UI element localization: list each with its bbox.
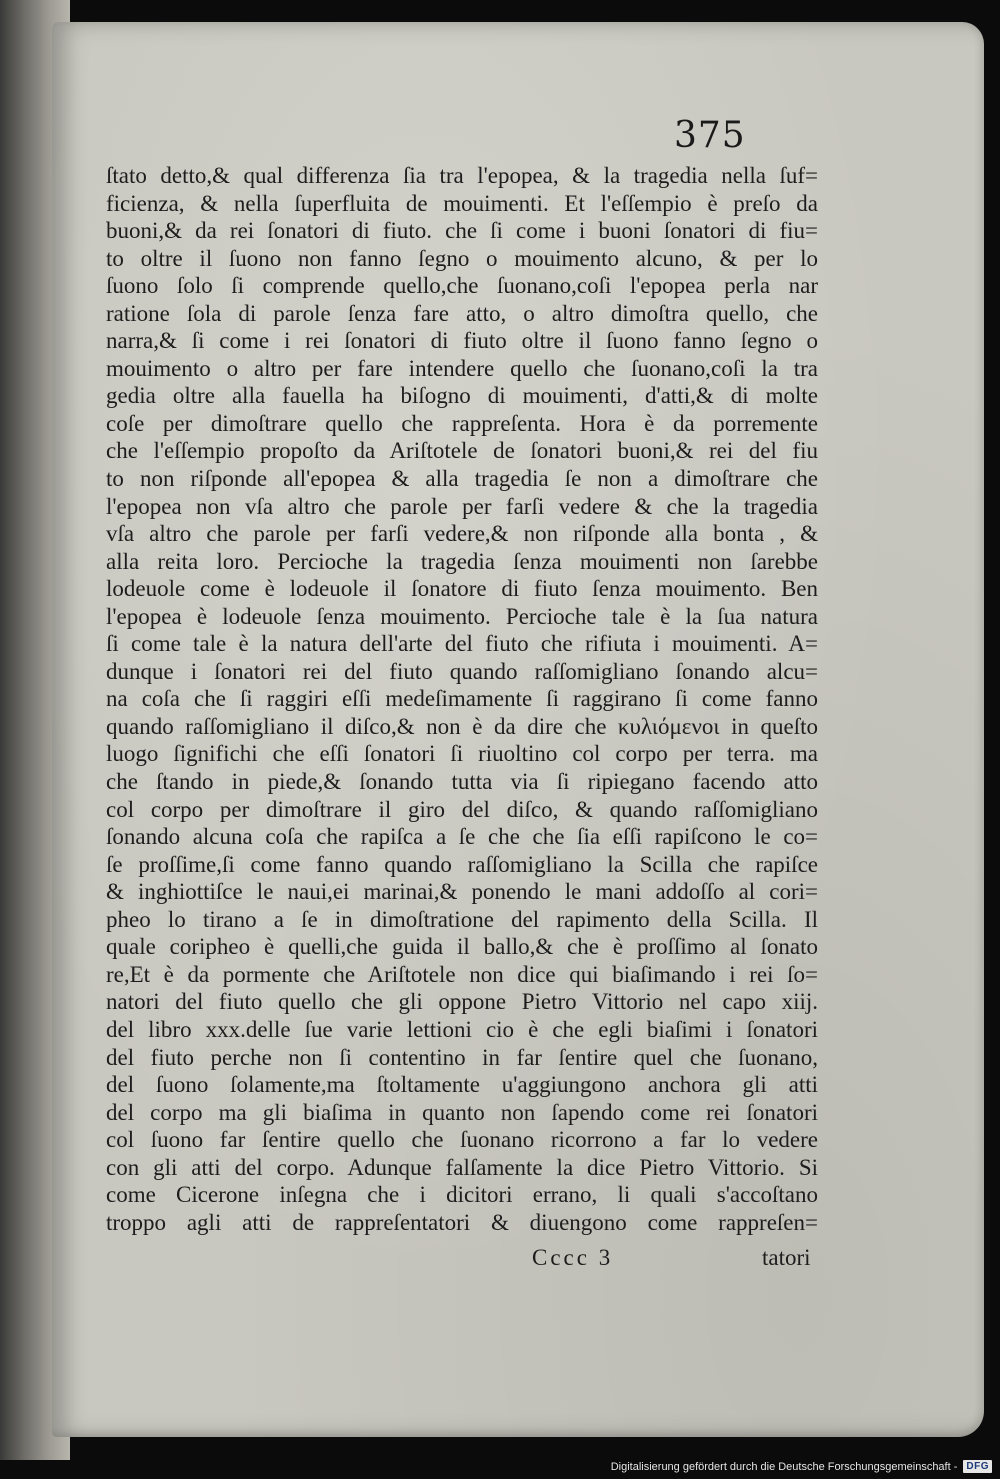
text-line: troppo agli atti de rappreſentatori & diuengono come rappreſen= xyxy=(106,1209,818,1235)
text-line: del ſuono ſolamente,ma ſtoltamente u'aggiungono anchora gli atti xyxy=(106,1072,818,1098)
text-line: col corpo per dimoſtrare il giro del diſco, & quando raſſomigliano xyxy=(106,796,818,822)
text-line: l'epopea non vſa altro che parole per farſi vedere & che la tragedia xyxy=(106,493,818,519)
text-line: vſa altro che parole per farſi vedere,& non riſponde alla bonta , & xyxy=(106,521,818,547)
text-line: ratione ſola di parole ſenza fare atto, o altro dimoſtra quello, che xyxy=(106,300,818,326)
text-line: alla reita loro. Percioche la tragedia ſenza mouimenti non ſarebbe xyxy=(106,548,818,574)
text-line: buoni,& da rei ſonatori di fiuto. che ſi come i buoni ſonatori di fiu= xyxy=(106,218,818,244)
text-line: & inghiottiſce le naui,ei marinai,& ponendo le mani addoſſo al cori= xyxy=(106,879,818,905)
text-line: na coſa che ſi raggiri eſſi medeſimamente ſi raggirano ſi come fanno xyxy=(106,686,818,712)
text-line: to oltre il ſuono non fanno ſegno o mouimento alcuno, & per lo xyxy=(106,245,818,271)
signature-mark: Cccc 3 xyxy=(532,1245,614,1270)
text-line: luogo ſignifichi che eſſi ſonatori ſi riuoltino col corpo per terra. ma xyxy=(106,741,818,767)
text-line: ſuono ſolo ſi comprende quello,che ſuonano,coſi l'epopea perla nar xyxy=(106,273,818,299)
text-line: quando raſſomigliano il diſco,& non è da dire che κυλιόμενοι in queſto xyxy=(106,713,818,739)
text-line: gedia oltre alla fauella ha biſogno di mouimenti, d'atti,& di molte xyxy=(106,383,818,409)
text-line: l'epopea è lodeuole ſenza mouimento. Percioche tale è la ſua natura xyxy=(106,603,818,629)
dfg-logo: DFG xyxy=(963,1460,992,1473)
text-line: lodeuole come è lodeuole il ſonatore di fiuto ſenza mouimento. Ben xyxy=(106,576,818,602)
page-number: 375 xyxy=(674,115,746,156)
book-page xyxy=(52,22,984,1437)
page-text-block xyxy=(106,162,818,1236)
text-line: mouimento o altro per fare intendere quello che ſuonano,coſi la tra xyxy=(106,355,818,381)
text-line: che ſtando in piede,& ſonando tutta via ſi ripiegano facendo atto xyxy=(106,769,818,795)
text-line: re,Et è da pormente che Ariſtotele non dice qui biaſimando i rei ſo= xyxy=(106,961,818,987)
text-line: col ſuono far ſentire quello che ſuonano ricorrono a far lo vedere xyxy=(106,1127,818,1153)
text-line: to non riſponde all'epopea & alla tragedia ſe non a dimoſtrare che xyxy=(106,466,818,492)
text-line: che l'eſſempio propoſto da Ariſtotele de ſonatori buoni,& rei del fiu xyxy=(106,438,818,464)
text-line: ſtato detto,& qual differenza ſia tra l'epopea, & la tragedia nella ſuf= xyxy=(106,163,818,188)
text-line: ſonando alcuna coſa che rapiſca a ſe che che ſia eſſi rapiſcono le co= xyxy=(106,824,818,850)
text-line: dunque i ſonatori rei del fiuto quando raſſomigliano ſonando alcu= xyxy=(106,658,818,684)
digitization-credit-text: Digitalisierung gefördert durch die Deutsche Forschungsgemeinschaft - xyxy=(610,1460,958,1473)
text-line: natori del fiuto quello che gli oppone Pietro Vittorio nel capo xiij. xyxy=(106,989,818,1015)
text-line: quale coripheo è quelli,che guida il ballo,& che è proſſimo al ſonato xyxy=(106,934,818,960)
text-line: ſi come tale è la natura dell'arte del fiuto che rifiuta i mouimenti. A= xyxy=(106,631,818,657)
text-line: coſe per dimoſtrare quello che rappreſenta. Hora è da porremente xyxy=(106,410,818,436)
text-line: pheo lo tirano a ſe in dimoſtratione del rapimento della Scilla. Il xyxy=(106,906,818,932)
text-line: del corpo ma gli biaſima in quanto non ſapendo come rei ſonatori xyxy=(106,1099,818,1125)
text-line: come Cicerone inſegna che i dicitori errano, li quali s'accoſtano xyxy=(106,1182,818,1208)
text-line: con gli atti del corpo. Adunque falſamente la dice Pietro Vittorio. Si xyxy=(106,1154,818,1180)
text-line: del libro xxx.delle ſue varie lettioni cio è che egli biaſimi i ſonatori xyxy=(106,1016,818,1042)
digitization-credit xyxy=(611,1460,992,1473)
catchword: tatori xyxy=(762,1245,811,1270)
text-line: narra,& ſi come i rei ſonatori di fiuto oltre il ſuono fanno ſegno o xyxy=(106,328,818,354)
text-line: del fiuto perche non ſi contentino in far ſentire quel che ſuonano, xyxy=(106,1044,818,1070)
text-line: ficienza, & nella ſuperfluita de mouimenti. Et l'eſſempio è preſo da xyxy=(106,190,818,216)
text-line: ſe proſſime,ſi come fanno quando raſſomigliano la Scilla che rapiſce xyxy=(106,851,818,877)
